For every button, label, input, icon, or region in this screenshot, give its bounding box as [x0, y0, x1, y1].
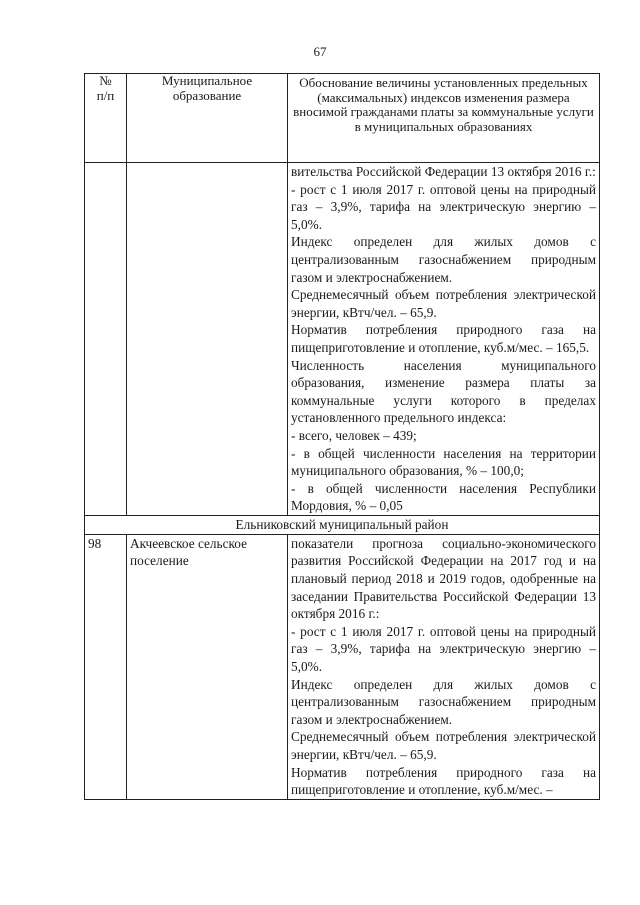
basis-paragraph: Норматив потребления природного газа на пищеприготовление и отопление, куб.м/мес. – 165,5. — [291, 322, 596, 355]
row-municipality — [127, 163, 288, 516]
row-basis — [288, 163, 600, 516]
basis-paragraph: - в общей численности населения Республики Мордовия, % – 0,05 — [291, 480, 596, 514]
table-row — [85, 534, 600, 799]
basis-paragraph: Индекс определен для жилых домов с централизованным газоснабжением природным газом и электроснабжением. — [291, 234, 596, 285]
basis-paragraph: показатели прогноза социально-экономического развития Российской Федерации на 2017 год и на плановый период 2018 и 2019 годов, одобренные на заседании Правительства Российской Федерации 13 октября 2016 г.: — [291, 535, 596, 622]
basis-paragraph: - в общей численности населения на территории муниципального образования, % – 100,0; — [291, 445, 596, 479]
basis-paragraph: Численность населения муниципального образования, изменение размера платы за коммунальные услуги которого в пределах установленного предельного индекса: — [291, 357, 596, 426]
header-basis: Обоснование величины установленных предельных (максимальных) индексов изменения размера вносимой гражданами платы за коммунальные услуги в муниципальных образованиях — [288, 74, 600, 163]
district-row — [85, 515, 600, 534]
row-municipality: Акчеевское сельское поселение — [127, 534, 288, 799]
page-number: 67 — [313, 44, 327, 59]
district-name: Ельниковский муниципальный район — [85, 515, 600, 534]
row-num — [85, 163, 127, 516]
basis-paragraph: вительства Российской Федерации 13 октября 2016 г.: — [291, 164, 596, 179]
basis-paragraph: - рост с 1 июля 2017 г. оптовой цены на природный газ – 3,9%, тарифа на электрическую энергию – 5,0%. — [291, 623, 596, 675]
basis-paragraph: Среднемесячный объем потребления электрической энергии, кВтч/чел. – 65,9. — [291, 729, 596, 762]
basis-paragraph: Норматив потребления природного газа на пищеприготовление и отопление, куб.м/мес. – — [291, 764, 596, 798]
row-num: 98 — [85, 534, 127, 799]
basis-paragraph: - всего, человек – 439; — [291, 427, 417, 443]
row-basis — [288, 534, 600, 799]
basis-paragraph: - рост с 1 июля 2017 г. оптовой цены на природный газ – 3,9%, тарифа на электрическую энергию – 5,0%. — [291, 181, 596, 232]
table-row — [85, 163, 600, 516]
indices-table — [84, 73, 600, 800]
basis-paragraph: Индекс определен для жилых домов с централизованным газоснабжением природным газом и электроснабжением. — [291, 676, 596, 727]
table-header-row — [85, 74, 600, 163]
header-municipality: Муниципальное образование — [127, 74, 288, 163]
header-num: № п/п — [85, 74, 127, 163]
basis-paragraph: Среднемесячный объем потребления электрической энергии, кВтч/чел. – 65,9. — [291, 287, 596, 320]
